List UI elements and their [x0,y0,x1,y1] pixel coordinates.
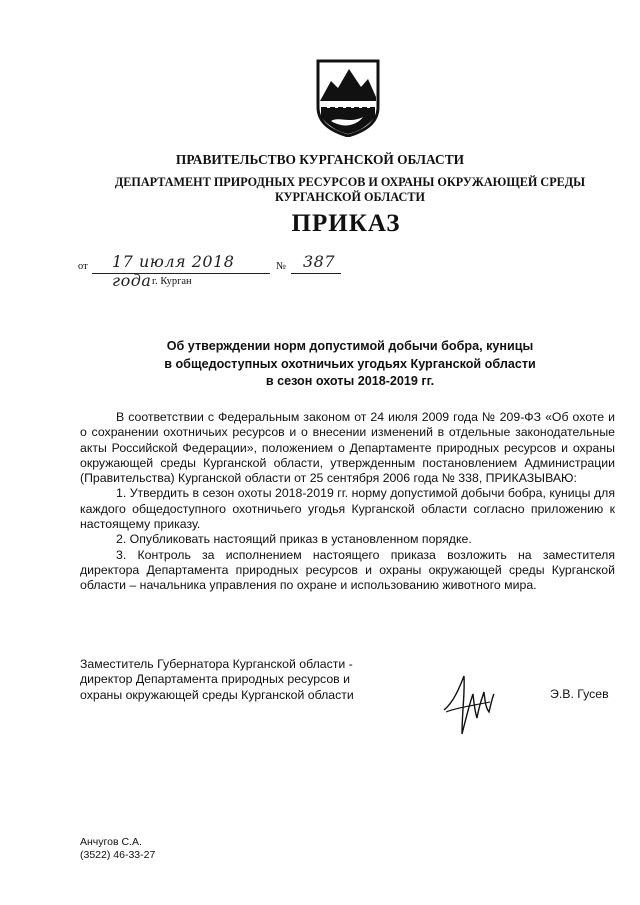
signatory-position [80,657,380,703]
date-prefix: от [78,261,88,272]
number-prefix: № [276,261,287,272]
executor-info [80,836,155,862]
position-line1: Заместитель Губернатора Курганской области - [80,657,353,671]
subject-line3: в сезон охоты 2018-2019 гг. [265,374,435,388]
handwritten-signature [440,672,496,738]
city-label: г. Курган [152,276,192,287]
body-item-2: 2. Опубликовать настоящий приказ в установленном порядке. [116,532,472,547]
body-item-1: 1. Утвердить в сезон охоты 2018-2019 гг. норму допустимой добычи бобра, куницы для каждого общедоступного охотничьего угодья Курганской области согласно приложению к настоящему приказу. [80,486,615,532]
body-item-3: 3. Контроль за исполнением настоящего приказа возложить на заместителя директора Департамента природных ресурсов и охраны окружающей среды Курганской области – начальника управления по охране и использованию животного мира. [80,547,615,593]
body-intro-paragraph: В соответствии с Федеральным законом от 24 июля 2009 года № 209-ФЗ «Об охоте и о сохранении охотничьих ресурсов и о внесении изменений в отдельные законодательные акты Российской Федерации», положением о Департаменте природных ресурсов и охраны окружающей среды Курганской области, утвержденным постановлением Администрации (Правительства) Курганской области от 25 сентября 2006 года № 338, ПРИКАЗЫВАЮ: [80,410,615,486]
subject-line2: в общедоступных охотничьих угодьях Курганской области [164,356,536,371]
order-subject [80,338,620,391]
position-line2: директор Департамента природных ресурсов и [80,672,350,687]
department-line2: КУРГАНСКОЙ ОБЛАСТИ [275,190,425,204]
subject-line1: Об утверждении норм допустимой добычи бобра, куницы [166,339,534,353]
government-title: ПРАВИТЕЛЬСТВО КУРГАНСКОЙ ОБЛАСТИ [175,152,465,167]
signatory-name: Э.В. Гусев [550,687,609,701]
department-line1: ДЕПАРТАМЕНТ ПРИРОДНЫХ РЕСУРСОВ И ОХРАНЫ ОКРУЖАЮЩЕЙ СРЕДЫ [114,175,586,189]
number-field [291,252,341,274]
executor-name: Анчугов С.А. [80,836,142,848]
executor-phone: (3522) 46-33-27 [80,849,156,861]
coat-of-arms-icon [315,57,381,137]
number-handwritten: 387 [303,252,336,271]
document-type-title: ПРИКАЗ [291,210,401,237]
date-handwritten: 17 июля 2018 года [112,252,235,290]
order-body [80,410,615,594]
position-line3: охраны окружающей среды Курганской области [80,687,354,702]
department-title [60,175,640,205]
